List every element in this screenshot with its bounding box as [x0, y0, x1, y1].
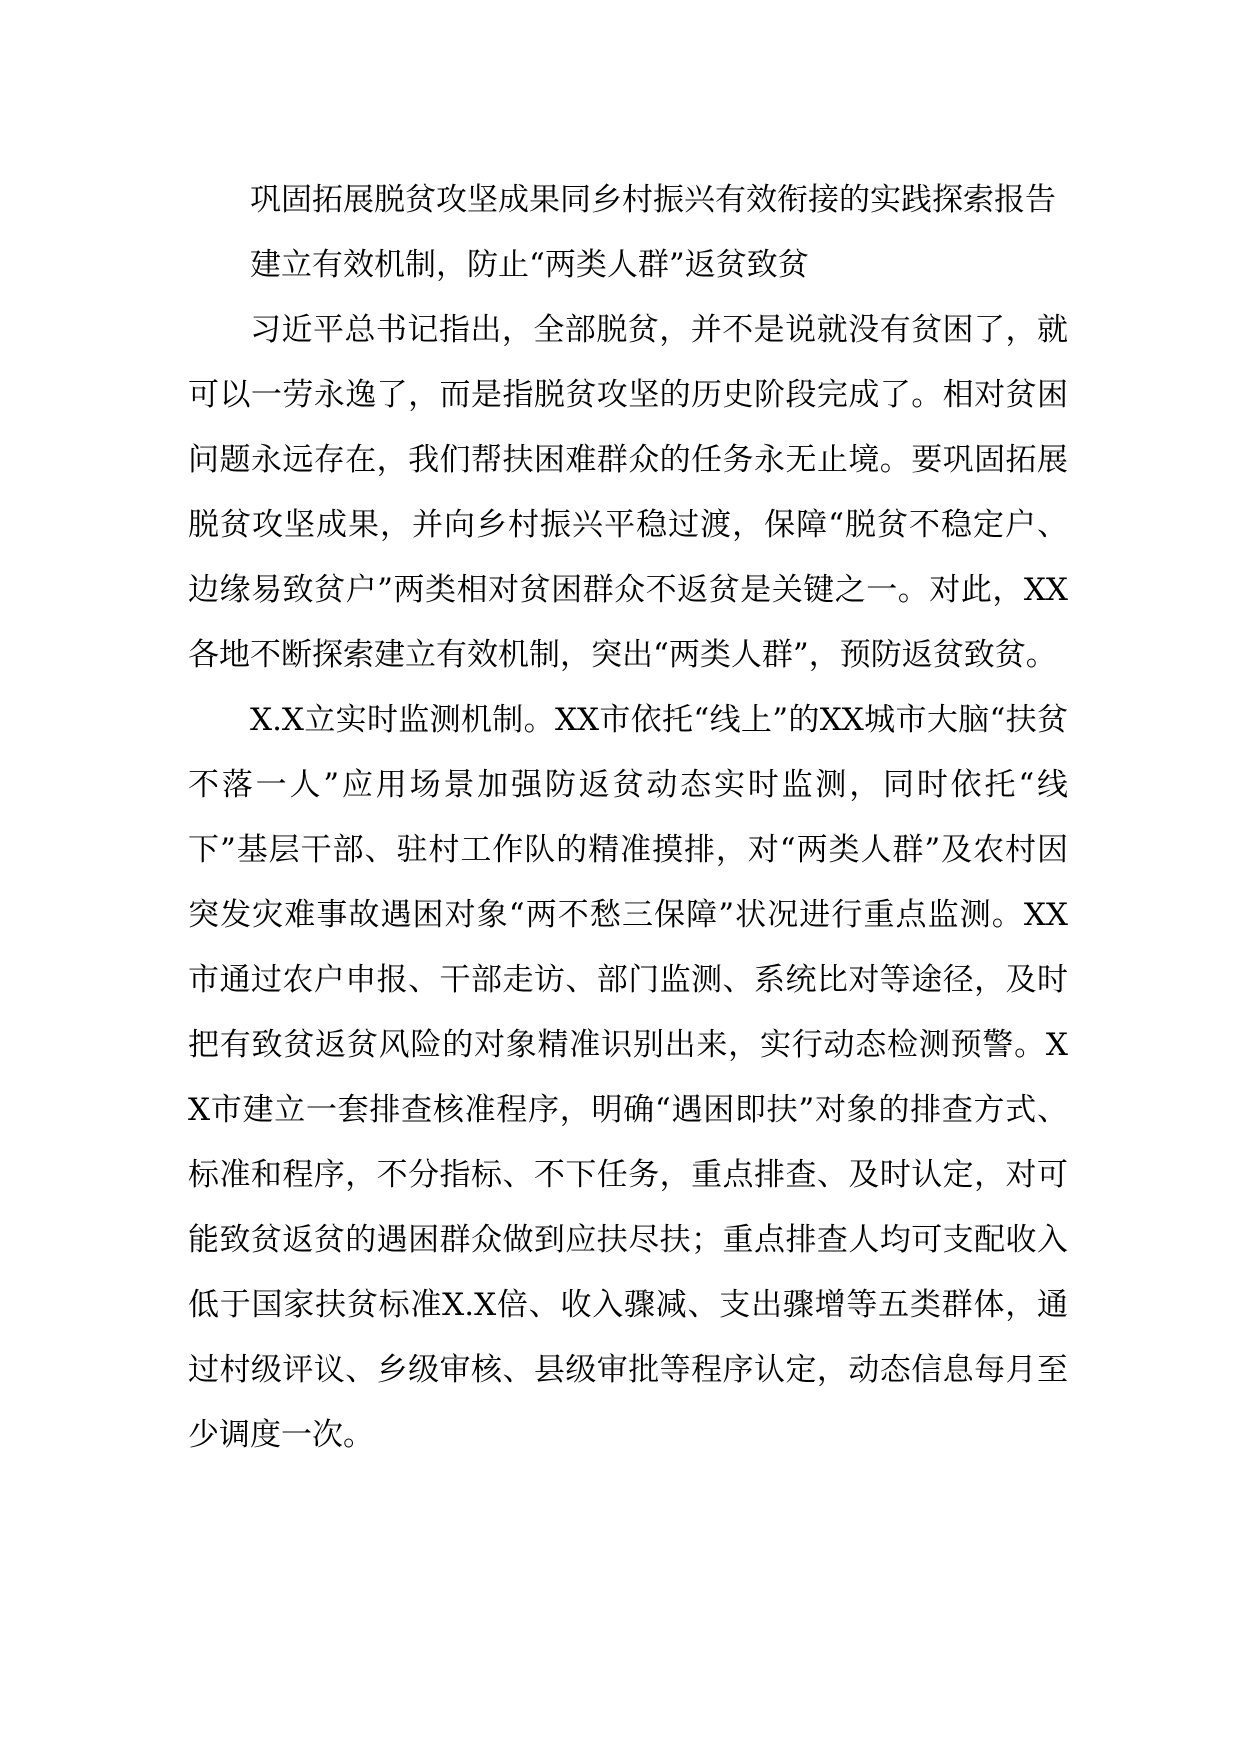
- document-title: 巩固拓展脱贫攻坚成果同乡村振兴有效衔接的实践探索报告: [250, 182, 1056, 218]
- body-paragraph-2: X.X立实时监测机制。XX市依托“线上”的XX城市大脑“扶贫不落一人”应用场景加强防返贫动态实时监测，同时依托“线下”基层干部、驻村工作队的精准摸排，对“两类人群”及农村因突发灾难事故遇困对象“两不愁三保障”状况进行重点监测。XX市通过农户申报、干部走访、部门监测、系统比对等途径，及时把有致贫返贫风险的对象精准识别出来，实行动态检测预警。XX市建立一套排查核准程序，明确“遇困即扶”对象的排查方式、标准和程序，不分指标、不下任务，重点排查、及时认定，对可能致贫返贫的遇困群众做到应扶尽扶；重点排查人均可支配收入低于国家扶贫标准X.X倍、收入骤减、支出骤增等五类群体，通过村级评议、乡级审核、县级审批等程序认定，动态信息每月至少调度一次。: [188, 702, 1068, 1453]
- section-heading: 建立有效机制，防止“两类人群”返贫致贫: [250, 247, 809, 283]
- document-body: [188, 168, 1068, 1468]
- body-paragraph-1: 习近平总书记指出，全部脱贫，并不是说就没有贫困了，就可以一劳永逸了，而是指脱贫攻坚的历史阶段完成了。相对贫困问题永远存在，我们帮扶困难群众的任务永无止境。要巩固拓展脱贫攻坚成果，并向乡村振兴平稳过渡，保障“脱贫不稳定户、边缘易致贫户”两类相对贫困群众不返贫是关键之一。对此，XX各地不断探索建立有效机制，突出“两类人群”，预防返贫致贫。: [188, 312, 1068, 673]
